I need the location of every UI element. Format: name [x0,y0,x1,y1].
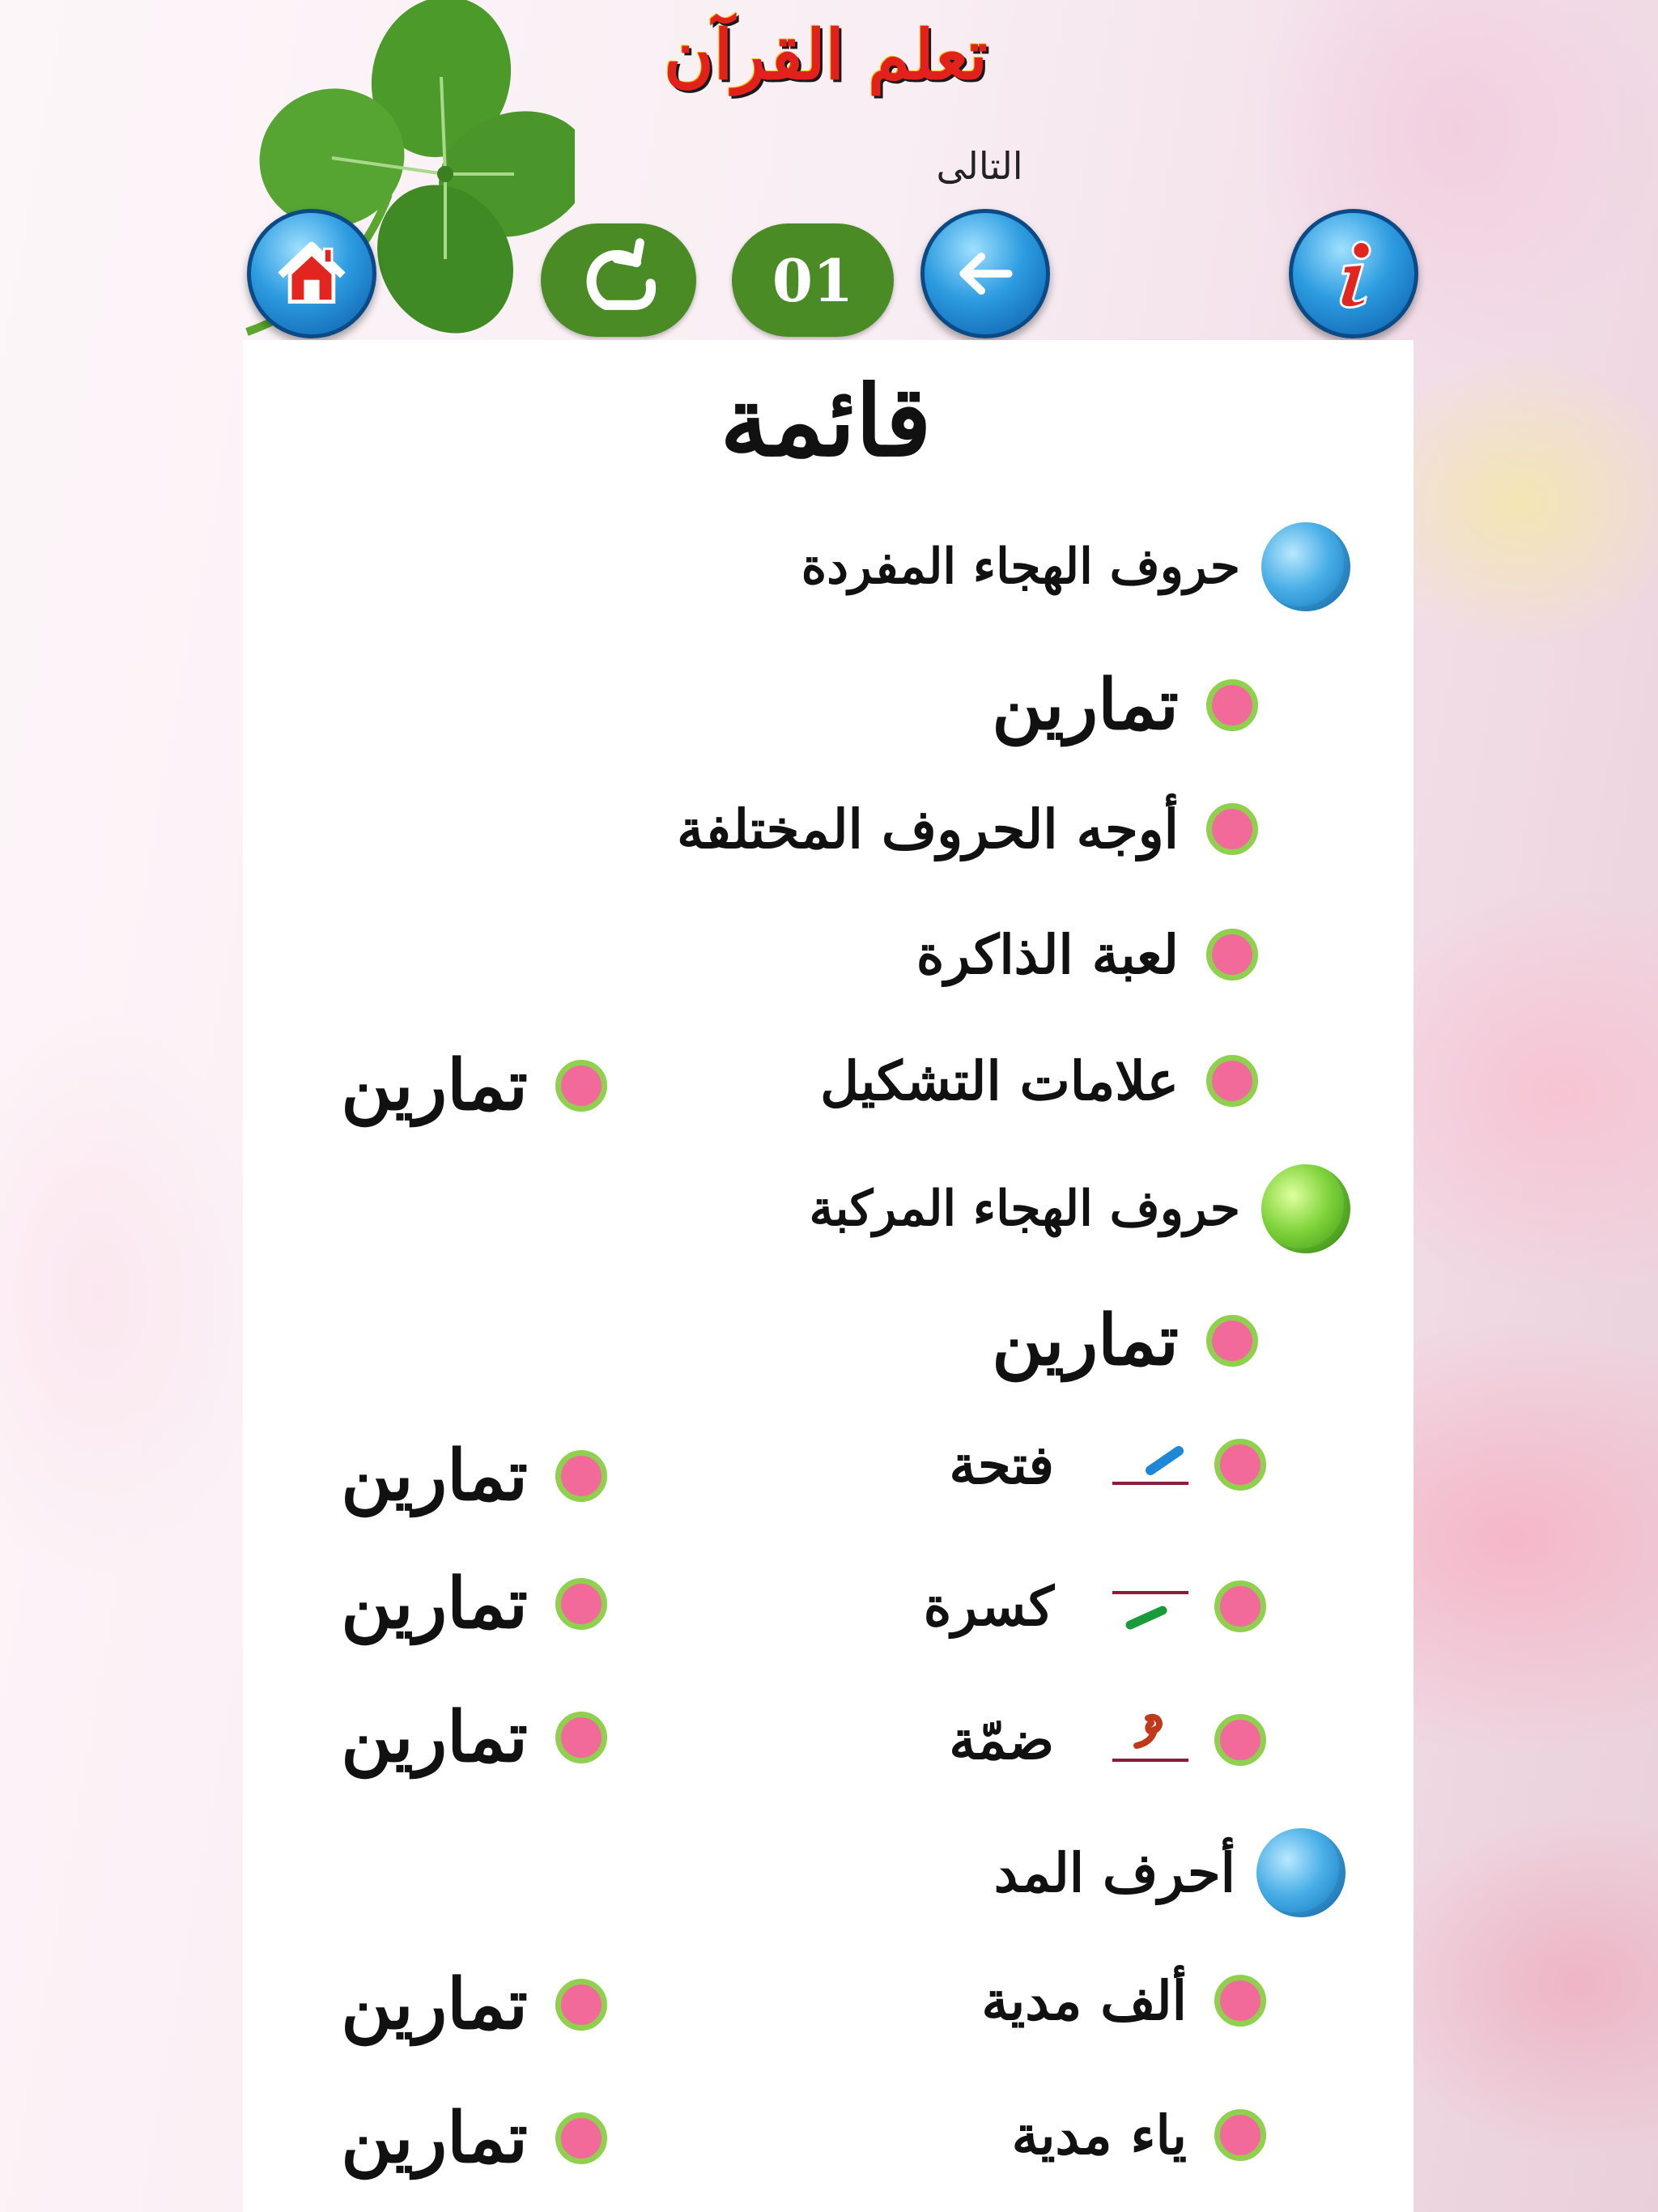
bullet-icon [1206,1315,1258,1367]
menu-item-ya-madd[interactable] [1012,2104,1266,2167]
menu-item-label: أوجه الحروف المختلفة [677,798,1179,861]
bullet-icon [1214,1975,1266,2027]
replay-icon [574,236,663,325]
bullet-icon [555,1450,607,1502]
app-title: تعلم القرآن [664,15,988,95]
bullet-icon [1206,1055,1258,1107]
menu-item-label: تمارين [341,1563,528,1644]
next-button[interactable] [920,209,1050,338]
section-title: أحرف المد [993,1841,1235,1904]
bullet-icon [1214,1714,1266,1766]
section-single-letters[interactable] [801,522,1350,611]
menu-item-memory-game[interactable] [916,923,1258,986]
menu-item-alif-madd[interactable] [982,1969,1267,2032]
section-title: حروف الهجاء المركبة [809,1180,1240,1237]
section-orb-icon [1256,1828,1346,1917]
menu-item-exercises[interactable] [992,1300,1258,1381]
menu-item-fatha[interactable] [950,1433,1266,1496]
bullet-icon [555,1578,607,1630]
page-counter-value: 01 [772,245,854,315]
menu-item-alif-madd-exercises[interactable] [341,1963,607,2045]
bullet-icon [555,1712,607,1763]
menu-item-label: ألف مدية [981,1969,1187,2032]
menu-item-kasra-exercises[interactable] [341,1563,607,1644]
bullet-icon [1206,929,1258,981]
menu-item-label: لعبة الذاكرة [916,923,1179,986]
menu-item-label: ياء مدية [1011,2104,1187,2167]
bullet-icon [555,1979,607,2031]
next-label: التالى [936,144,1023,188]
fatha-mark-icon [1106,1436,1195,1493]
menu-item-label: فتحة [949,1433,1054,1496]
menu-item-label: تمارين [341,1044,528,1126]
section-orb-icon [1261,1164,1350,1253]
page-counter [732,223,894,337]
bullet-icon [555,2112,607,2164]
menu-item-ya-madd-exercises[interactable] [341,2097,607,2179]
menu-item-label: تمارين [341,1435,528,1516]
menu-item-label: تمارين [341,1963,528,2045]
menu-item-label: كسرة [923,1575,1054,1638]
menu-item-diacritics[interactable] [820,1049,1258,1112]
bullet-icon [1206,803,1258,855]
menu-item-label: تمارين [992,1300,1179,1381]
menu-item-damma-exercises[interactable] [341,1696,607,1778]
menu-item-diacritics-exercises[interactable] [341,1044,607,1126]
menu-item-damma[interactable] [949,1708,1266,1772]
menu-item-label: علامات التشكيل [820,1049,1179,1112]
section-title: حروف الهجاء المفردة [801,538,1240,595]
menu-item-fatha-exercises[interactable] [341,1435,607,1516]
menu-panel [243,340,1414,2212]
menu-item-kasra[interactable] [924,1575,1266,1638]
bullet-icon [1214,1439,1266,1491]
info-button[interactable] [1289,209,1418,338]
section-long-vowels[interactable] [994,1828,1346,1917]
replay-button[interactable] [541,223,696,337]
bullet-icon [1206,679,1258,731]
section-compound-letters[interactable] [809,1164,1350,1253]
home-button[interactable] [247,209,376,338]
arrow-left-icon [946,235,1024,313]
bullet-icon [1214,2109,1266,2161]
menu-title: قائمة [720,364,932,479]
kasra-mark-icon [1106,1578,1195,1635]
section-orb-icon [1261,522,1350,611]
menu-item-label: تمارين [341,2097,528,2179]
menu-item-exercises[interactable] [992,664,1258,746]
menu-item-letter-forms[interactable] [677,798,1258,861]
bullet-icon [1214,1580,1266,1632]
menu-item-label: تمارين [341,1696,528,1778]
menu-item-label: تمارين [992,664,1179,746]
home-icon [273,235,351,313]
damma-mark-icon [1106,1712,1195,1768]
info-icon [1315,235,1392,313]
menu-item-label: ضمّة [949,1708,1054,1772]
bullet-icon [555,1060,607,1112]
